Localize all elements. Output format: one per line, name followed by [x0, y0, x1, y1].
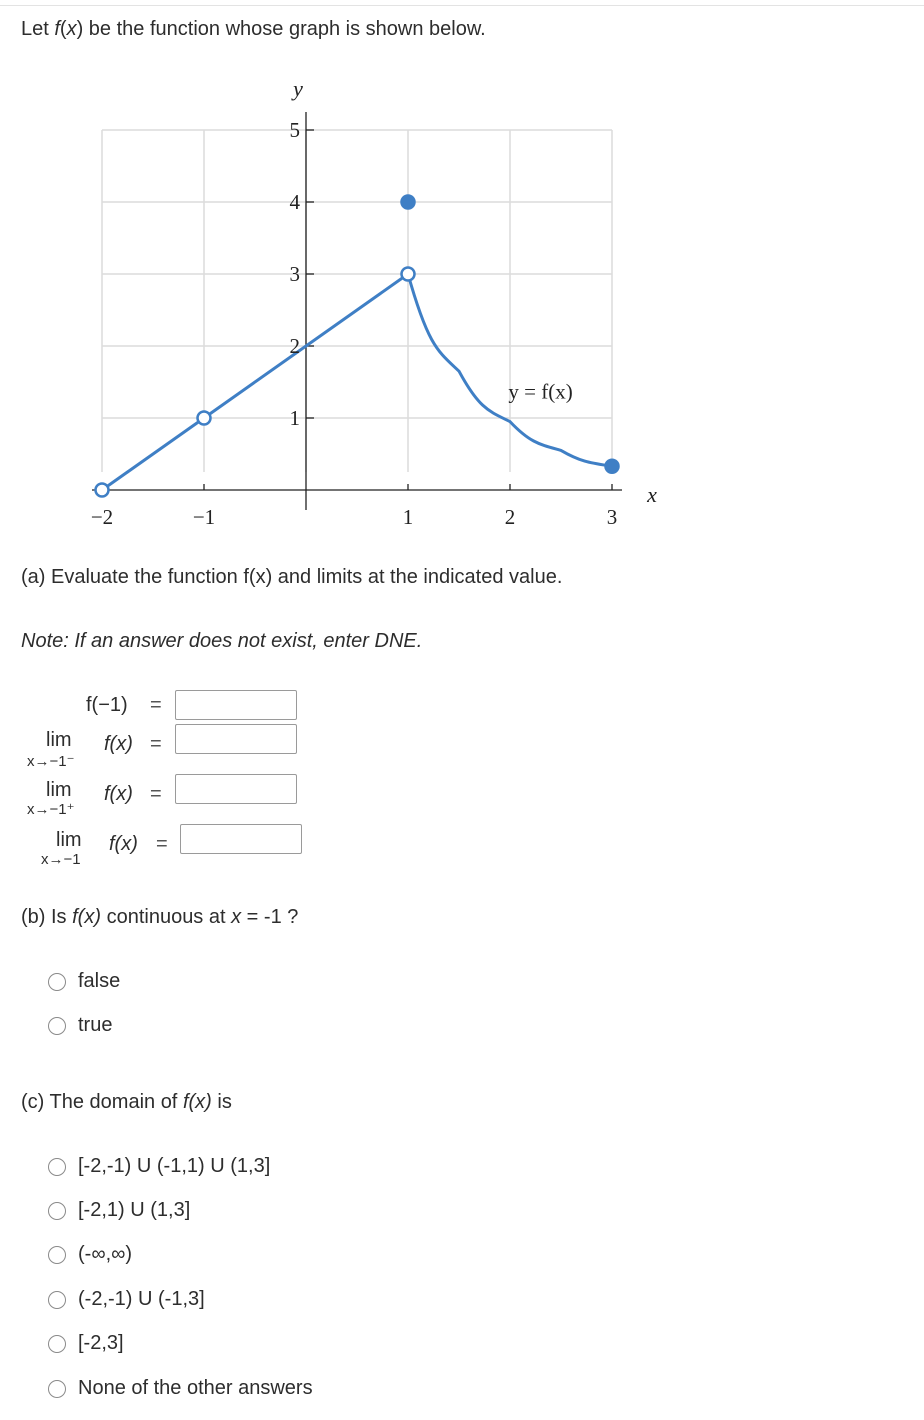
- dne-note: Note: If an answer does not exist, enter DNE.: [21, 630, 423, 652]
- domain-option-3[interactable]: (-∞,∞): [48, 1243, 132, 1266]
- domain-option-2[interactable]: [-2,1) U (1,3]: [48, 1199, 190, 1222]
- closed-point: [606, 460, 619, 473]
- open-point: [402, 268, 415, 281]
- y-tick-label: 3: [289, 262, 300, 286]
- y-tick-label: 2: [289, 334, 300, 358]
- two-sided-limit-subscript: x→−1: [41, 851, 81, 868]
- continuity-option-true[interactable]: true: [48, 1014, 112, 1037]
- x-tick-label: 1: [402, 505, 414, 529]
- radio-button[interactable]: [48, 1246, 66, 1264]
- tick-labels: [91, 118, 617, 529]
- radio-button[interactable]: [48, 1158, 66, 1176]
- y-tick-label: 1: [289, 406, 300, 430]
- equals-sign: =: [150, 783, 162, 805]
- equals-sign: =: [150, 733, 162, 755]
- part-c-question: (c) The domain of f(x) is: [21, 1091, 232, 1113]
- left-limit-subscript: x→−1⁻: [27, 753, 75, 770]
- radio-button[interactable]: [48, 1017, 66, 1035]
- radio-button[interactable]: [48, 973, 66, 991]
- linear-piece: [102, 274, 408, 490]
- radio-button[interactable]: [48, 1335, 66, 1353]
- domain-option-6[interactable]: None of the other answers: [48, 1377, 313, 1400]
- f-at-minus-one-input[interactable]: [175, 690, 297, 720]
- equals-sign: =: [150, 694, 162, 716]
- open-point: [96, 484, 109, 497]
- two-sided-limit-fx: f(x): [109, 833, 138, 855]
- left-limit-input[interactable]: [175, 724, 297, 754]
- equals-sign: =: [156, 833, 168, 855]
- curve-label: y = f(x): [508, 379, 573, 404]
- f-at-minus-one-label: f(−1): [86, 694, 128, 716]
- function-graph: [60, 70, 660, 540]
- open-point: [198, 412, 211, 425]
- x-tick-label: −2: [90, 505, 114, 529]
- y-tick-label: 5: [289, 118, 300, 142]
- domain-option-5[interactable]: [-2,3]: [48, 1332, 124, 1355]
- x-tick-label: −1: [192, 505, 216, 529]
- problem-prompt: Let f(x) be the function whose graph is shown below.: [21, 18, 486, 40]
- left-limit-fx: f(x): [104, 733, 133, 755]
- lim-word: lim: [56, 829, 82, 851]
- y-axis-label: y: [293, 76, 303, 101]
- radio-button[interactable]: [48, 1380, 66, 1398]
- y-tick-label: 4: [289, 190, 300, 214]
- right-limit-subscript: x→−1⁺: [27, 801, 75, 818]
- right-limit-input[interactable]: [175, 774, 297, 804]
- closed-point: [402, 196, 415, 209]
- continuity-option-false[interactable]: false: [48, 970, 120, 993]
- domain-option-4[interactable]: (-2,-1) U (-1,3]: [48, 1288, 205, 1311]
- part-a-heading: (a) Evaluate the function f(x) and limits at the indicated value.: [21, 566, 563, 588]
- lim-word: lim: [46, 779, 72, 801]
- x-tick-label: 2: [504, 505, 516, 529]
- top-divider: [0, 5, 924, 6]
- radio-button[interactable]: [48, 1202, 66, 1220]
- right-limit-fx: f(x): [104, 783, 133, 805]
- x-axis-label: x: [647, 482, 657, 507]
- x-tick-label: 3: [606, 505, 618, 529]
- lim-word: lim: [46, 729, 72, 751]
- grid: [102, 130, 612, 472]
- part-b-question: (b) Is f(x) continuous at x = -1 ?: [21, 906, 299, 928]
- domain-option-1[interactable]: [-2,-1) U (-1,1) U (1,3]: [48, 1155, 270, 1178]
- radio-button[interactable]: [48, 1291, 66, 1309]
- two-sided-limit-input[interactable]: [180, 824, 302, 854]
